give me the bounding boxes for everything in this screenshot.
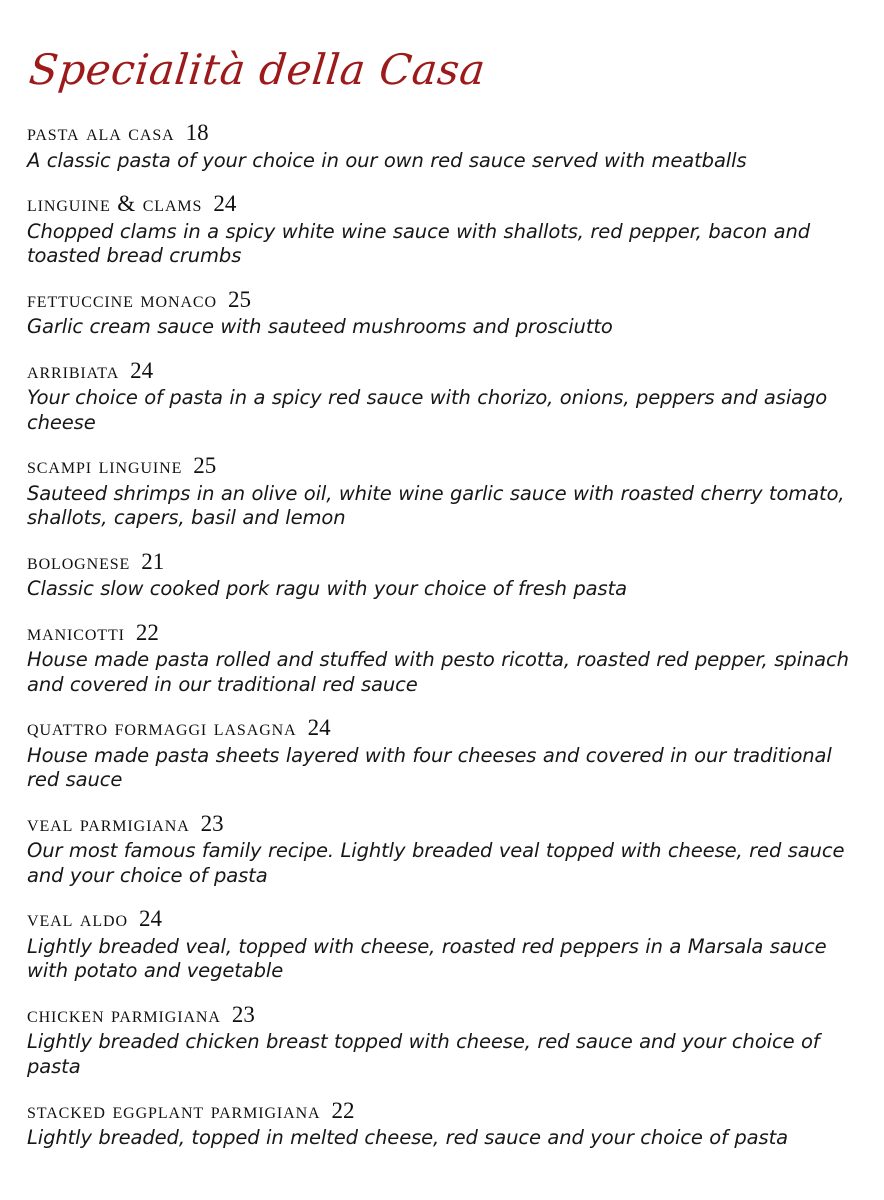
- menu-item-name: quattro formaggi lasagna: [27, 715, 297, 741]
- menu-item-name: stacked eggplant parmigiana: [27, 1097, 321, 1123]
- menu-item: [27, 620, 856, 698]
- menu-item: [27, 906, 856, 984]
- menu-item: [27, 1098, 856, 1151]
- menu-item-price: 24: [307, 715, 331, 741]
- menu-item-price: 18: [185, 120, 209, 146]
- menu-item-description: Chopped clams in a spicy white wine sauce with shallots, red pepper, bacon and toasted bread crumbs: [27, 219, 811, 268]
- menu-item-heading: [27, 120, 856, 146]
- menu-item-heading: [27, 453, 856, 479]
- menu-item-description: Our most famous family recipe. Lightly breaded veal topped with cheese, red sauce and your choice of pasta: [27, 839, 845, 887]
- menu-item: [27, 287, 856, 340]
- menu-item-price: 21: [141, 548, 165, 574]
- menu-item-price: 24: [213, 191, 237, 217]
- menu-item-name: manicotti: [27, 619, 125, 645]
- menu-item-description: Classic slow cooked pork ragu with your choice of fresh pasta: [27, 577, 627, 601]
- menu-item-description: Garlic cream sauce with sauteed mushrooms and prosciutto: [27, 315, 613, 339]
- menu-item-description: House made pasta sheets layered with four cheeses and covered in our traditional red sauce: [27, 743, 832, 792]
- menu-item-name: linguine & clams: [27, 191, 203, 217]
- menu-item-description: Lightly breaded, topped in melted cheese, red sauce and your choice of pasta: [27, 1126, 788, 1150]
- menu-item: [27, 191, 856, 269]
- menu-item: [27, 715, 856, 793]
- menu-item-heading: [27, 1098, 856, 1124]
- menu-item-description: House made pasta rolled and stuffed with pesto ricotta, roasted red pepper, spinach and covered in our traditional red sauce: [27, 648, 849, 696]
- menu-item: [27, 120, 856, 173]
- menu-item-heading: [27, 1002, 856, 1028]
- menu-item-price: 22: [135, 619, 159, 645]
- menu-item-heading: [27, 358, 856, 384]
- menu-item-description: A classic pasta of your choice in our own red sauce served with meatballs: [27, 148, 747, 172]
- menu-item-price: 23: [231, 1002, 255, 1028]
- menu-item-name: scampi linguine: [27, 453, 183, 479]
- menu-item-name: arribiata: [27, 357, 120, 383]
- menu-item-name: fettuccine monaco: [27, 286, 217, 312]
- menu-item-heading: [27, 620, 856, 646]
- menu-item-price: 23: [200, 810, 224, 836]
- menu-item-price: 24: [130, 357, 154, 383]
- menu-item-description: Lightly breaded veal, topped with cheese, roasted red peppers in a Marsala sauce with potato and vegetable: [27, 934, 827, 983]
- menu-item-name: pasta ala casa: [27, 120, 175, 146]
- menu-item-heading: [27, 715, 856, 741]
- menu-item-price: 25: [227, 286, 251, 312]
- menu-item-price: 24: [138, 906, 162, 932]
- menu-item-heading: [27, 549, 856, 575]
- menu-item-heading: [27, 191, 856, 217]
- menu-item: [27, 549, 856, 602]
- menu-item: [27, 1002, 856, 1080]
- menu-item-name: veal parmigiana: [27, 810, 190, 836]
- menu-item: [27, 811, 856, 889]
- menu-item-list: [27, 92, 856, 1151]
- menu-item-price: 25: [193, 453, 217, 479]
- menu-item: [27, 358, 856, 436]
- menu-item-heading: [27, 811, 856, 837]
- menu-item-description: Sauteed shrimps in an olive oil, white wine garlic sauce with roasted cherry tomato, shallots, capers, basil and lemon: [27, 481, 845, 530]
- menu-item-description: Your choice of pasta in a spicy red sauce with chorizo, onions, peppers and asiago cheese: [27, 386, 828, 434]
- menu-item-price: 22: [331, 1097, 355, 1123]
- menu-item-name: bolognese: [27, 548, 131, 574]
- menu-item-description: Lightly breaded chicken breast topped with cheese, red sauce and your choice of pasta: [27, 1030, 820, 1079]
- menu-item-heading: [27, 287, 856, 313]
- menu-item: [27, 453, 856, 531]
- menu-item-name: chicken parmigiana: [27, 1002, 221, 1028]
- menu-item-name: veal aldo: [27, 906, 128, 932]
- page-title: Specialità della Casa: [26, 45, 488, 94]
- menu-item-heading: [27, 906, 856, 932]
